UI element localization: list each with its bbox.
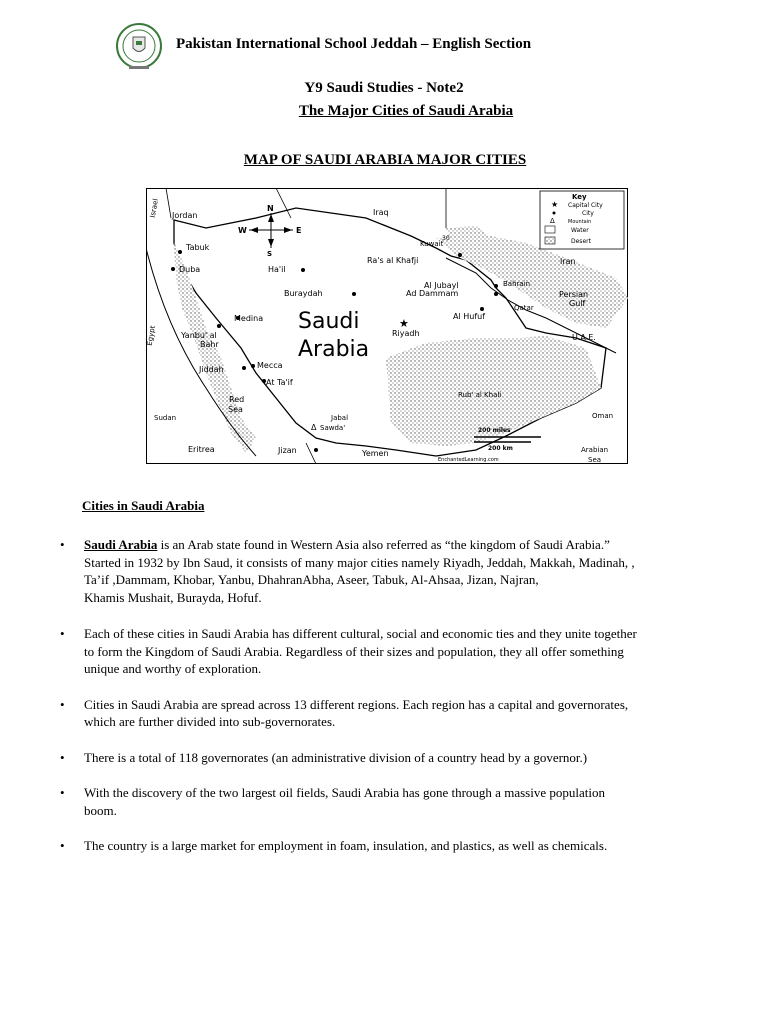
school-logo	[114, 22, 164, 72]
svg-text:Oman: Oman	[592, 412, 614, 420]
svg-text:Jordan: Jordan	[172, 211, 198, 220]
svg-text:Eritrea: Eritrea	[188, 445, 215, 454]
section-title: Cities in Saudi Arabia	[82, 498, 205, 513]
svg-text:Water: Water	[571, 227, 589, 234]
svg-text:Jiddah: Jiddah	[199, 365, 224, 374]
list-item: • Saudi Arabia is an Arab state found in Western Asia also referred as “the kingdom of Saudi Arabia.” Started in 1932 by Ibn Saud, it consists of many major cities namely Riyadh, Jeddah, Makkah, Madinah, , Ta’if ,Dammam, Khobar, Yanbu, DhahranAbha, Aseer, Tabuk, Al-Ahsaa, Jizan, Najran, Khamis Mushait, Burayda, Hofuf.	[60, 537, 635, 605]
svg-text:Sawda': Sawda'	[320, 424, 346, 432]
svg-text:Yanbu' al: Yanbu' al	[181, 331, 217, 340]
svg-text:★: ★	[551, 200, 559, 209]
list-item: • The country is a large market for employment in foam, insulation, and plastics, as well as chemicals.	[60, 838, 608, 853]
svg-text:Ha'il: Ha'il	[268, 265, 286, 274]
map-heading: MAP OF SAUDI ARABIA MAJOR CITIES	[243, 152, 527, 168]
svg-text:S: S	[267, 250, 273, 258]
svg-text:200 km: 200 km	[488, 445, 513, 452]
bullet-icon: •	[60, 537, 65, 552]
svg-text:Sea: Sea	[228, 405, 243, 414]
svg-text:At Ta'if: At Ta'if	[266, 378, 293, 387]
map-key	[540, 191, 624, 249]
country-label-arabia: Arabia	[298, 337, 370, 362]
bullet-icon: •	[60, 626, 65, 641]
svg-text:Israel: Israel	[148, 198, 160, 219]
svg-text:Yemen: Yemen	[362, 449, 389, 458]
svg-text:30: 30	[442, 235, 450, 242]
svg-text:Al Jubayl: Al Jubayl	[424, 281, 459, 290]
svg-text:E: E	[296, 226, 302, 235]
list-item: • Each of these cities in Saudi Arabia has different cultural, social and economic ties and they unite together to form the Kingdom of Saudi Arabia. Regardless of their sizes and population, they all offer something unique and worthy of exploration.	[60, 626, 637, 676]
school-name: Pakistan International School Jeddah – English Section	[176, 36, 532, 52]
svg-text:Desert: Desert	[571, 238, 591, 245]
svg-text:Δ: Δ	[550, 217, 555, 225]
bullet-icon: •	[60, 785, 65, 800]
note-title: Y9 Saudi Studies - Note2	[304, 80, 464, 96]
svg-text:Medina: Medina	[234, 314, 264, 323]
bullet-icon: •	[60, 696, 65, 712]
svg-text:Arabian: Arabian	[581, 446, 609, 454]
svg-text:Riyadh: Riyadh	[392, 329, 420, 338]
list-item: • With the discovery of the two largest oil fields, Saudi Arabia has gone through a massive population boom.	[60, 785, 605, 818]
bold-term: Saudi Arabia	[84, 537, 158, 552]
svg-text:Persian: Persian	[559, 290, 589, 299]
svg-text:EnchantedLearning.com: EnchantedLearning.com	[438, 457, 499, 463]
svg-text:Qatar: Qatar	[514, 304, 534, 312]
topic-title: The Major Cities of Saudi Arabia	[298, 103, 514, 119]
riyadh-star-icon: ★	[399, 317, 409, 330]
svg-text:Ra's al Khafji: Ra's al Khafji	[367, 256, 419, 265]
svg-text:N: N	[267, 204, 274, 213]
svg-text:Al Hufuf: Al Hufuf	[453, 312, 486, 321]
svg-text:Bahrain: Bahrain	[503, 280, 531, 288]
svg-text:Duba: Duba	[179, 265, 201, 274]
svg-text:Rub' al Khali: Rub' al Khali	[458, 391, 502, 399]
svg-text:City: City	[582, 210, 594, 217]
list-item: • Cities in Saudi Arabia are spread across 13 different regions. Each region has a capital and governorates, which are further divided into sub-governorates.	[60, 696, 629, 729]
svg-text:W: W	[238, 226, 247, 235]
list-item: • There is a total of 118 governorates (an administrative division of a country head by a governor.)	[60, 749, 588, 765]
saudi-arabia-map	[146, 188, 628, 464]
country-label-saudi: Saudi	[298, 309, 360, 334]
svg-text:Buraydah: Buraydah	[284, 289, 323, 298]
svg-text:200 miles: 200 miles	[478, 427, 511, 434]
svg-text:Jabal: Jabal	[331, 414, 349, 422]
svg-text:Gulf: Gulf	[569, 299, 586, 308]
svg-text:Sea: Sea	[588, 456, 602, 464]
bullet-list	[60, 536, 730, 855]
svg-text:Sudan: Sudan	[154, 414, 177, 422]
svg-text:Bahr: Bahr	[200, 340, 219, 349]
svg-text:Capital City: Capital City	[568, 202, 603, 209]
svg-text:Kuwait: Kuwait	[420, 240, 444, 248]
svg-text:Δ: Δ	[311, 423, 317, 432]
svg-text:Tabuk: Tabuk	[186, 243, 210, 252]
svg-text:Egypt: Egypt	[146, 325, 157, 347]
bullet-icon: •	[60, 749, 65, 765]
svg-text:Mountain: Mountain	[568, 219, 592, 225]
svg-text:Ad Dammam: Ad Dammam	[406, 289, 459, 298]
svg-text:Red: Red	[229, 395, 245, 404]
svg-text:Iraq: Iraq	[373, 208, 389, 217]
svg-text:Jizan: Jizan	[278, 446, 297, 455]
bullet-icon: •	[60, 838, 65, 853]
svg-text:Key: Key	[572, 193, 587, 201]
svg-text:Mecca: Mecca	[257, 361, 283, 370]
svg-text:U.A.E.: U.A.E.	[572, 333, 596, 342]
svg-text:Iran: Iran	[560, 257, 576, 266]
